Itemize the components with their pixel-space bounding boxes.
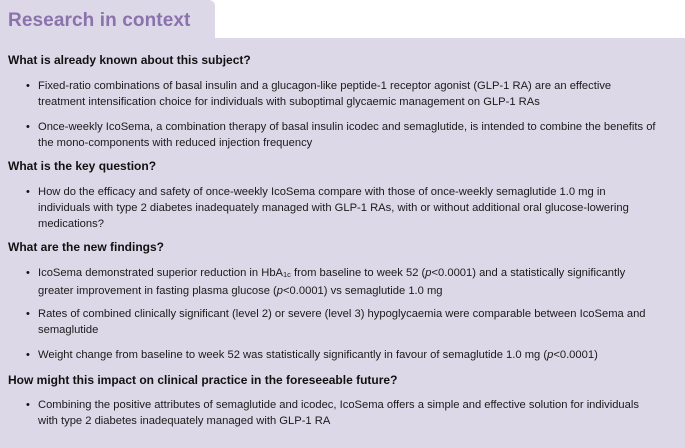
list-item [26, 184, 658, 232]
list-item [26, 397, 658, 429]
list-item [26, 347, 658, 363]
bullet-icon: • [26, 349, 30, 361]
bullet-icon: • [26, 267, 30, 279]
list-item-text: Once-weekly IcoSema, a combination therapy of basal insulin icodec and semaglutide, is intended to combine the benefits of the mono-components with reduced injection frequency [38, 121, 656, 149]
list-item [26, 78, 658, 110]
panel-title: Research in context [8, 10, 191, 31]
list-item-text: How do the efficacy and safety of once-weekly IcoSema compare with those of once-weekly semaglutide 1.0 mg in individuals with type 2 diabetes inadequately managed with GLP-1 RAs, with or without additional oral glucose-lowering medications? [38, 186, 629, 230]
bullet-icon: • [26, 308, 30, 320]
bullet-icon: • [26, 80, 30, 92]
bullet-icon: • [26, 121, 30, 133]
title-tab [0, 0, 215, 38]
list-item [26, 306, 658, 338]
section-heading-new-findings: What are the new findings? [8, 240, 165, 254]
bullet-icon: • [26, 186, 30, 198]
list-item-text: Rates of combined clinically significant (level 2) or severe (level 3) hypoglycaemia were comparable between IcoSema and semaglutide [38, 308, 646, 336]
list-item-text: Fixed-ratio combinations of basal insulin and a glucagon-like peptide-1 receptor agonist (GLP-1 RA) are an effective treatment intensification choice for individuals with suboptimal glycaemic management on GLP-1 RAs [38, 80, 612, 108]
list-item-text: Weight change from baseline to week 52 was statistically significantly in favour of semaglutide 1.0 mg (p<0.0001) [38, 349, 598, 361]
section-heading-clinical-impact: How might this impact on clinical practice in the foreseeable future? [8, 373, 398, 387]
list-item [26, 265, 658, 299]
section-heading-known: What is already known about this subject? [8, 53, 251, 67]
section-heading-key-question: What is the key question? [8, 159, 157, 173]
list-item-text: IcoSema demonstrated superior reduction in HbA1c from baseline to week 52 (p<0.0001) and a statistically significantly greater improvement in fasting plasma glucose (p<0.0001) vs semaglutide 1.0 mg [38, 267, 626, 297]
bullet-icon: • [26, 399, 30, 411]
list-item [26, 119, 658, 151]
list-item-text: Combining the positive attributes of semaglutide and icodec, IcoSema offers a simple and effective solution for individuals with type 2 diabetes inadequately managed with GLP-1 RA [38, 399, 639, 427]
